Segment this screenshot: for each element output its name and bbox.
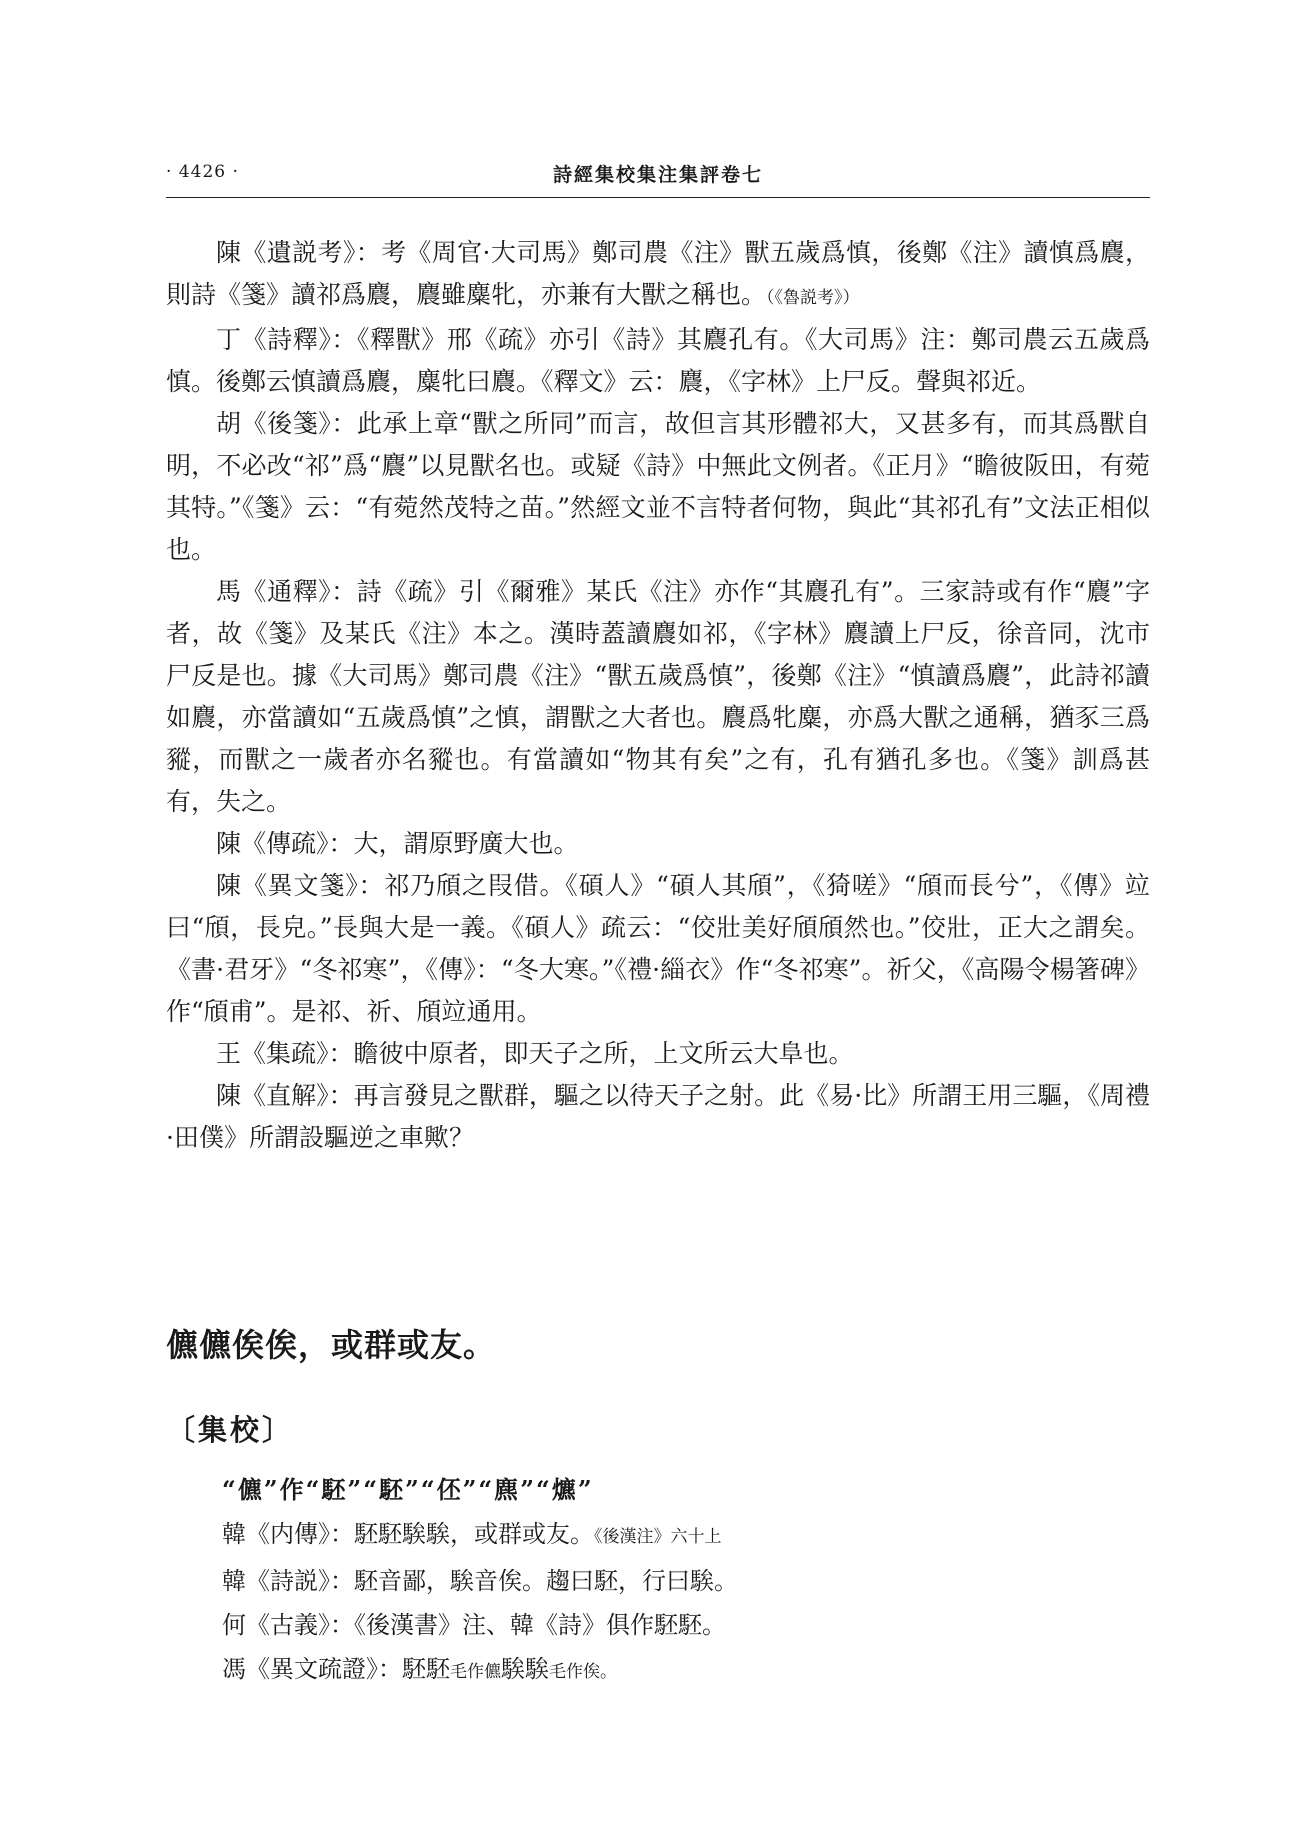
collation-text: 韓《内傳》：駓駓騃騃，或群或友。: [222, 1520, 594, 1548]
commentary-paragraph: 陳《傳疏》：大，謂原野廣大也。: [216, 829, 579, 858]
commentary-paragraph: 丁《詩釋》：《釋獸》邢《疏》亦引《詩》其麎孔有。《大司馬》注：鄭司農云五歲爲慎。後鄭云慎讀爲麎，麋牝曰麎。《釋文》云：麎，《字林》上尸反。聲與祁近。: [166, 325, 1150, 396]
collation-line: [222, 1512, 1142, 1559]
collation-line: [222, 1647, 1142, 1694]
inline-note: 毛作儦: [450, 1662, 501, 1682]
commentary-paragraph: 胡《後箋》：此承上章“獸之所同”而言，故但言其形體祁大，又甚多有，而其爲獸自明，不必改“祁”爲“麎”以見獸名也。或疑《詩》中無此文例者。《正月》“瞻彼阪田，有菀其特。”《箋》云：“有菀然茂特之苗。”然經文並不言特者何物，與此“其祁孔有”文法正相似也。: [166, 409, 1150, 564]
collation-text: 騃騃: [501, 1655, 549, 1683]
commentary-paragraph: 陳《直解》：再言發見之獸群，驅之以待天子之射。此《易·比》所謂王用三驅，《周禮·田僕》所謂設驅逆之車歟？: [166, 1081, 1150, 1152]
source-note: （《魯説考》）: [766, 288, 860, 308]
header-rule: [166, 197, 1150, 198]
collation-heading: “儦”作“駓”“駓”“伾”“麃”“爊”: [222, 1475, 594, 1504]
commentary-paragraph: 馬《通釋》：詩《疏》引《爾雅》某氏《注》亦作“其麎孔有”。三家詩或有作“麎”字者，故《箋》及某氏《注》本之。漢時蓋讀麎如祁，《字林》麎讀上尸反，徐音同，沈市尸反是也。據《大司馬》鄭司農《注》“獸五歲爲慎”，後鄭《注》“慎讀爲麎”，此詩祁讀如麎，亦當讀如“五歲爲慎”之慎，謂獸之大者也。麎爲牝麋，亦爲大獸之通稱，猶豕三爲豵，而獸之一歲者亦名豵也。有當讀如“物其有矣”之有，孔有猶孔多也。《箋》訓爲甚有，失之。: [166, 577, 1150, 816]
paragraph-text: 陳《遺説考》：考《周官·大司馬》鄭司農《注》獸五歲爲慎，後鄭《注》讀慎爲麎，則詩《箋》讀祁爲麎，麎雖麋牝，亦兼有大獸之稱也。: [166, 238, 1150, 309]
section-heading: 〔集校〕: [166, 1413, 295, 1447]
commentary-body: [166, 232, 1150, 1159]
page-header: [166, 158, 1150, 198]
collation-line: 韓《詩説》：駓音鄙，騃音俟。趨曰駓，行曰騃。: [222, 1567, 738, 1595]
commentary-paragraph: [166, 232, 1150, 319]
collation-line: 何《古義》：《後漢書》注、韓《詩》俱作駓駓。: [222, 1611, 726, 1639]
inline-note: 毛作俟。: [549, 1662, 617, 1682]
page-number: · 4426 ·: [166, 162, 239, 182]
source-note: 《後漢注》六十上: [594, 1527, 722, 1547]
running-title: 詩經集校集注集評卷七: [552, 164, 763, 186]
collation-section: [222, 1468, 1142, 1694]
commentary-paragraph: 陳《異文箋》：祁乃頎之叚借。《碩人》“碩人其頎”，《猗嗟》“頎而長兮”，《傳》竝曰“頎，長皃。”長與大是一義。《碩人》疏云：“佼壯美好頎頎然也。”佼壯，正大之謂矣。《書·君牙》“冬祁寒”，《傳》：“冬大寒。”《禮·緇衣》作“冬祁寒”。祈父，《高陽令楊箸碑》作“頎甫”。是祁、祈、頎竝通用。: [166, 871, 1150, 1026]
collation-text: 馮《異文疏證》：駓駓: [222, 1655, 450, 1683]
commentary-paragraph: 王《集疏》：瞻彼中原者，即天子之所，上文所云大阜也。: [216, 1039, 854, 1068]
verse-line: 儦儦俟俟，或群或友。: [166, 1326, 497, 1364]
